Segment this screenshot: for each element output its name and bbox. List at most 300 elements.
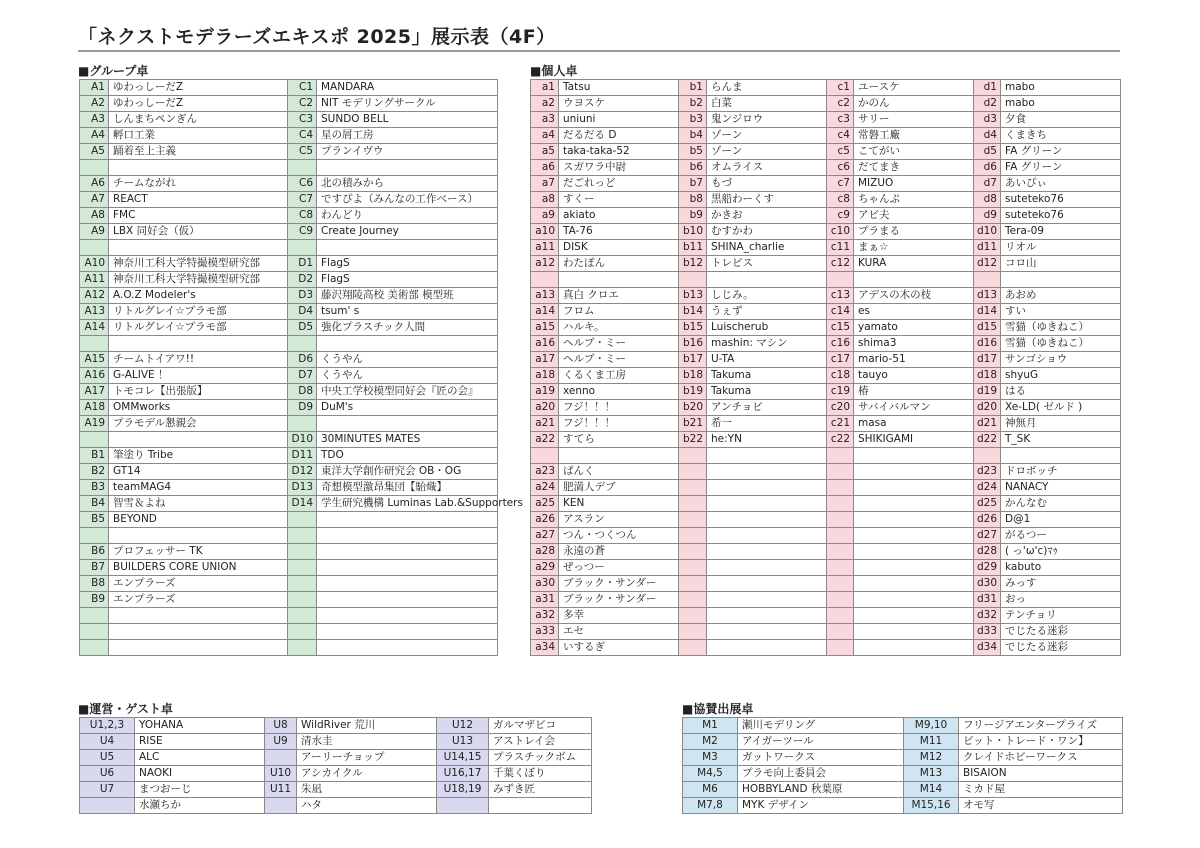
booth-code: d2 <box>974 96 1001 112</box>
exhibitor-name <box>707 528 827 544</box>
booth-code: c8 <box>827 192 854 208</box>
booth-code: d20 <box>974 400 1001 416</box>
exhibitor-name: アストレイ会 <box>489 734 592 750</box>
exhibitor-name: プラまる <box>854 224 974 240</box>
exhibitor-name <box>109 528 288 544</box>
booth-code <box>827 576 854 592</box>
booth-code: d4 <box>974 128 1001 144</box>
exhibitor-name: FlagS <box>317 272 498 288</box>
booth-code <box>288 576 317 592</box>
booth-code: M15,16 <box>904 798 959 814</box>
booth-code: b11 <box>679 240 707 256</box>
exhibitor-name: プランイヴウ <box>317 144 498 160</box>
booth-code: a15 <box>531 320 559 336</box>
exhibitor-name <box>707 272 827 288</box>
booth-code: B5 <box>80 512 109 528</box>
table-row <box>531 224 1121 240</box>
exhibitor-name: mario-51 <box>854 352 974 368</box>
booth-code <box>288 416 317 432</box>
exhibitor-name: プロフェッサー TK <box>109 544 288 560</box>
booth-code: A11 <box>80 272 109 288</box>
exhibitor-name: はる <box>1001 384 1121 400</box>
booth-code: a8 <box>531 192 559 208</box>
booth-code: A6 <box>80 176 109 192</box>
table-row <box>80 766 592 782</box>
exhibitor-name <box>707 544 827 560</box>
exhibitor-name <box>854 608 974 624</box>
table-row <box>80 272 498 288</box>
table-row <box>683 766 1123 782</box>
booth-code: a9 <box>531 208 559 224</box>
booth-code <box>827 496 854 512</box>
exhibitor-name: リトルグレイ☆プラモ部 <box>109 304 288 320</box>
booth-code: a7 <box>531 176 559 192</box>
table-row <box>531 192 1121 208</box>
sponsor-section-title: ■協賛出展卓 <box>682 702 754 716</box>
booth-code: D2 <box>288 272 317 288</box>
exhibitor-name <box>854 544 974 560</box>
exhibitor-name: かんなむ <box>1001 496 1121 512</box>
booth-code <box>288 160 317 176</box>
exhibitor-name: トモコレ【出張版】 <box>109 384 288 400</box>
exhibitor-name: でじたる迷彩 <box>1001 624 1121 640</box>
booth-code <box>265 798 297 814</box>
booth-code <box>827 448 854 464</box>
exhibitor-name: ですぴよ（みんなの工作ベース） <box>317 192 498 208</box>
booth-code: c21 <box>827 416 854 432</box>
exhibitor-name: プラスチックボム <box>489 750 592 766</box>
exhibitor-name: D@1 <box>1001 512 1121 528</box>
table-row <box>531 304 1121 320</box>
table-row <box>683 734 1123 750</box>
table-row <box>531 640 1121 656</box>
booth-code: C5 <box>288 144 317 160</box>
booth-code: D8 <box>288 384 317 400</box>
exhibitor-name: RISE <box>135 734 265 750</box>
exhibitor-name: くうやん <box>317 352 498 368</box>
table-row <box>531 432 1121 448</box>
booth-code: A19 <box>80 416 109 432</box>
exhibitor-name: すてら <box>559 432 679 448</box>
table-row <box>80 512 498 528</box>
booth-code: b18 <box>679 368 707 384</box>
booth-code: D1 <box>288 256 317 272</box>
booth-code: c14 <box>827 304 854 320</box>
table-row <box>531 320 1121 336</box>
booth-code <box>679 272 707 288</box>
exhibitor-name: FMC <box>109 208 288 224</box>
exhibitor-name: ゾーン <box>707 144 827 160</box>
booth-code: C6 <box>288 176 317 192</box>
exhibitor-name: 神奈川工科大学特撮模型研究部 <box>109 256 288 272</box>
exhibitor-name: うぇず <box>707 304 827 320</box>
exhibitor-name <box>109 160 288 176</box>
exhibitor-name: 東洋大学創作研究会 OB・OG <box>317 464 498 480</box>
booth-code <box>679 448 707 464</box>
exhibitor-name: 神奈川工科大学特撮模型研究部 <box>109 272 288 288</box>
table-row <box>531 608 1121 624</box>
exhibitor-name: ユースケ <box>854 80 974 96</box>
booth-code: c16 <box>827 336 854 352</box>
booth-code: a34 <box>531 640 559 656</box>
exhibitor-name <box>317 512 498 528</box>
booth-code: C2 <box>288 96 317 112</box>
booth-code <box>288 624 317 640</box>
exhibitor-name: xenno <box>559 384 679 400</box>
exhibitor-name: 真白 クロエ <box>559 288 679 304</box>
exhibitor-name: 希一 <box>707 416 827 432</box>
booth-code <box>827 608 854 624</box>
booth-code <box>288 608 317 624</box>
exhibitor-name <box>854 576 974 592</box>
booth-code <box>679 640 707 656</box>
booth-code: d26 <box>974 512 1001 528</box>
exhibitor-name <box>854 464 974 480</box>
booth-code: A1 <box>80 80 109 96</box>
booth-code: d15 <box>974 320 1001 336</box>
booth-code: a29 <box>531 560 559 576</box>
booth-code: d34 <box>974 640 1001 656</box>
exhibitor-name: ぜっつー <box>559 560 679 576</box>
exhibitor-name: プラモ向上委員会 <box>738 766 904 782</box>
booth-code: M2 <box>683 734 738 750</box>
exhibitor-name: ちゃんぷ <box>854 192 974 208</box>
booth-code: d28 <box>974 544 1001 560</box>
booth-code: D13 <box>288 480 317 496</box>
booth-code: A12 <box>80 288 109 304</box>
exhibitor-name: コロ山 <box>1001 256 1121 272</box>
booth-code <box>827 480 854 496</box>
exhibitor-name: KURA <box>854 256 974 272</box>
exhibitor-name <box>109 608 288 624</box>
exhibitor-name: 奇想模型激昂集団【駘熾】 <box>317 480 498 496</box>
exhibitor-name: しじみ。 <box>707 288 827 304</box>
table-row <box>80 432 498 448</box>
exhibitor-name: くまきち <box>1001 128 1121 144</box>
exhibitor-name: ビット・トレード・ワン】 <box>959 734 1123 750</box>
page-title: 「ネクストモデラーズエキスポ 2025」展示表（4F） <box>78 26 556 48</box>
booth-code: d31 <box>974 592 1001 608</box>
exhibitor-name: ゆわっしーだZ <box>109 80 288 96</box>
booth-code: A18 <box>80 400 109 416</box>
booth-code: d19 <box>974 384 1001 400</box>
booth-code: B4 <box>80 496 109 512</box>
sponsor-table <box>682 717 1123 814</box>
booth-code <box>80 336 109 352</box>
table-row <box>531 384 1121 400</box>
booth-code <box>80 798 135 814</box>
table-row <box>80 112 498 128</box>
booth-code <box>80 432 109 448</box>
booth-code: D4 <box>288 304 317 320</box>
exhibitor-name <box>854 592 974 608</box>
exhibitor-name: yamato <box>854 320 974 336</box>
exhibitor-name: Tera-09 <box>1001 224 1121 240</box>
exhibitor-name: ぱんく <box>559 464 679 480</box>
booth-code <box>827 512 854 528</box>
booth-code <box>80 640 109 656</box>
exhibitor-name <box>707 464 827 480</box>
exhibitor-name: 常磐工廠 <box>854 128 974 144</box>
exhibitor-name: FlagS <box>317 256 498 272</box>
booth-code <box>288 240 317 256</box>
exhibitor-name: フジ！！！ <box>559 416 679 432</box>
booth-code: M4,5 <box>683 766 738 782</box>
table-row <box>80 400 498 416</box>
table-row <box>80 208 498 224</box>
table-row <box>531 256 1121 272</box>
booth-code: b7 <box>679 176 707 192</box>
exhibitor-name: BISAION <box>959 766 1123 782</box>
exhibitor-name: らんま <box>707 80 827 96</box>
exhibitor-name: トレピス <box>707 256 827 272</box>
table-row <box>531 272 1121 288</box>
exhibitor-name: 星の屑工房 <box>317 128 498 144</box>
table-row <box>683 718 1123 734</box>
exhibitor-name: KEN <box>559 496 679 512</box>
booth-code: a12 <box>531 256 559 272</box>
booth-code: D9 <box>288 400 317 416</box>
booth-code: d17 <box>974 352 1001 368</box>
booth-code: a5 <box>531 144 559 160</box>
booth-code: M9,10 <box>904 718 959 734</box>
booth-code: U8 <box>265 718 297 734</box>
table-row <box>80 480 498 496</box>
exhibitor-name: Xe-LD( ゼルド ) <box>1001 400 1121 416</box>
exhibitor-name: かきお <box>707 208 827 224</box>
exhibitor-name: エンプラーズ <box>109 592 288 608</box>
booth-code <box>288 512 317 528</box>
exhibitor-name: tauyo <box>854 368 974 384</box>
exhibitor-name: 藤沢翔陵高校 美術部 模型班 <box>317 288 498 304</box>
exhibitor-name: A.O.Z Modeler's <box>109 288 288 304</box>
table-row <box>80 384 498 400</box>
booth-code: a17 <box>531 352 559 368</box>
exhibitor-name: G-ALIVE ！ <box>109 368 288 384</box>
table-row <box>531 240 1121 256</box>
booth-code: d27 <box>974 528 1001 544</box>
table-row <box>80 304 498 320</box>
exhibitor-name: リオル <box>1001 240 1121 256</box>
exhibitor-name: 永遠の蒼 <box>559 544 679 560</box>
booth-code: C3 <box>288 112 317 128</box>
exhibitor-name: mashin: マシン <box>707 336 827 352</box>
exhibitor-name: 学生研究機構 Luminas Lab.&Supporters <box>317 496 498 512</box>
exhibitor-name: まつおーじ <box>135 782 265 798</box>
exhibitor-name <box>1001 272 1121 288</box>
booth-code <box>827 592 854 608</box>
exhibitor-name: Create Journey <box>317 224 498 240</box>
exhibitor-name: すい <box>1001 304 1121 320</box>
booth-code: d16 <box>974 336 1001 352</box>
booth-code: U18,19 <box>437 782 489 798</box>
exhibitor-name: フリージアエンタープライズ <box>959 718 1123 734</box>
exhibitor-name: MYK デザイン <box>738 798 904 814</box>
booth-code: d29 <box>974 560 1001 576</box>
booth-code: a4 <box>531 128 559 144</box>
booth-code: D10 <box>288 432 317 448</box>
exhibitor-name <box>854 528 974 544</box>
booth-code: C8 <box>288 208 317 224</box>
exhibitor-name: 朱凪 <box>297 782 437 798</box>
exhibitor-name: 肥満人デブ <box>559 480 679 496</box>
exhibitor-name: akiato <box>559 208 679 224</box>
exhibitor-name: YOHANA <box>135 718 265 734</box>
booth-code: M1 <box>683 718 738 734</box>
booth-code <box>679 464 707 480</box>
table-row <box>531 560 1121 576</box>
booth-code: a21 <box>531 416 559 432</box>
exhibitor-name: MANDARA <box>317 80 498 96</box>
exhibitor-name <box>707 496 827 512</box>
booth-code <box>288 544 317 560</box>
table-row <box>80 288 498 304</box>
exhibitor-name: uniuni <box>559 112 679 128</box>
booth-code: A7 <box>80 192 109 208</box>
booth-code: a3 <box>531 112 559 128</box>
booth-code: A3 <box>80 112 109 128</box>
table-row <box>80 128 498 144</box>
booth-code: d22 <box>974 432 1001 448</box>
booth-code: U7 <box>80 782 135 798</box>
exhibitor-name: あおめ <box>1001 288 1121 304</box>
exhibitor-name: TA-76 <box>559 224 679 240</box>
exhibitor-name <box>317 160 498 176</box>
exhibitor-name: エンプラーズ <box>109 576 288 592</box>
booth-code: M11 <box>904 734 959 750</box>
table-row <box>80 192 498 208</box>
booth-code <box>827 560 854 576</box>
exhibitor-name: ウヨスケ <box>559 96 679 112</box>
booth-code <box>679 592 707 608</box>
exhibitor-name: T_SK <box>1001 432 1121 448</box>
exhibitor-name: アーリーチョップ <box>297 750 437 766</box>
booth-code: A17 <box>80 384 109 400</box>
exhibitor-name <box>854 496 974 512</box>
booth-code <box>974 272 1001 288</box>
exhibitor-name: テンチョリ <box>1001 608 1121 624</box>
exhibitor-name <box>109 432 288 448</box>
booth-code: c10 <box>827 224 854 240</box>
exhibitor-name: むすかわ <box>707 224 827 240</box>
booth-code: D5 <box>288 320 317 336</box>
exhibitor-name: オムライス <box>707 160 827 176</box>
booth-code: U12 <box>437 718 489 734</box>
table-row <box>531 144 1121 160</box>
exhibitor-name: サリー <box>854 112 974 128</box>
booth-code: b21 <box>679 416 707 432</box>
exhibitor-name <box>317 576 498 592</box>
exhibitor-name: アンチョビ <box>707 400 827 416</box>
booth-code: c4 <box>827 128 854 144</box>
exhibitor-name: es <box>854 304 974 320</box>
exhibitor-name: MIZUO <box>854 176 974 192</box>
personal-table <box>530 79 1121 656</box>
booth-code: d32 <box>974 608 1001 624</box>
exhibitor-name <box>317 624 498 640</box>
table-row <box>683 750 1123 766</box>
table-row <box>531 512 1121 528</box>
exhibitor-name: NANACY <box>1001 480 1121 496</box>
exhibitor-name: Luischerub <box>707 320 827 336</box>
table-row <box>80 496 498 512</box>
table-row <box>80 160 498 176</box>
booth-code: b15 <box>679 320 707 336</box>
group-section-title: ■グループ卓 <box>78 64 149 78</box>
booth-code: U14,15 <box>437 750 489 766</box>
exhibitor-name: プラモデル懇親会 <box>109 416 288 432</box>
exhibitor-name: スガワラ中尉 <box>559 160 679 176</box>
exhibitor-name: まぁ☆ <box>854 240 974 256</box>
booth-code: U13 <box>437 734 489 750</box>
booth-code: b4 <box>679 128 707 144</box>
exhibitor-name <box>707 640 827 656</box>
exhibitor-name: アデスの木の枝 <box>854 288 974 304</box>
exhibitor-name <box>317 528 498 544</box>
booth-code: a32 <box>531 608 559 624</box>
exhibitor-name <box>854 640 974 656</box>
exhibitor-name: だてまき <box>854 160 974 176</box>
exhibitor-name: ハルキ。 <box>559 320 679 336</box>
table-row <box>80 176 498 192</box>
booth-code <box>80 160 109 176</box>
exhibitor-name <box>317 640 498 656</box>
exhibitor-name: BEYOND <box>109 512 288 528</box>
exhibitor-name <box>707 592 827 608</box>
table-row <box>80 734 592 750</box>
booth-code: c19 <box>827 384 854 400</box>
exhibitor-name: ブラック・サンダー <box>559 576 679 592</box>
table-row <box>80 224 498 240</box>
booth-code: a16 <box>531 336 559 352</box>
booth-code: a22 <box>531 432 559 448</box>
table-row <box>531 368 1121 384</box>
exhibitor-name: ヘルプ・ミー <box>559 352 679 368</box>
booth-code: B6 <box>80 544 109 560</box>
booth-code <box>80 240 109 256</box>
exhibitor-name: くうやん <box>317 368 498 384</box>
exhibitor-name: エセ <box>559 624 679 640</box>
booth-code: d23 <box>974 464 1001 480</box>
booth-code: D11 <box>288 448 317 464</box>
exhibitor-name <box>317 416 498 432</box>
exhibitor-name: リトルグレイ☆プラモ部 <box>109 320 288 336</box>
booth-code: M3 <box>683 750 738 766</box>
booth-code: d8 <box>974 192 1001 208</box>
exhibitor-name: みっす <box>1001 576 1121 592</box>
booth-code: A10 <box>80 256 109 272</box>
table-row <box>531 352 1121 368</box>
exhibitor-name: オモ写 <box>959 798 1123 814</box>
booth-code: B7 <box>80 560 109 576</box>
table-row <box>80 464 498 480</box>
booth-code: a18 <box>531 368 559 384</box>
exhibitor-name: suteteko76 <box>1001 192 1121 208</box>
booth-code: D3 <box>288 288 317 304</box>
booth-code: b12 <box>679 256 707 272</box>
booth-code: c2 <box>827 96 854 112</box>
exhibitor-name <box>489 798 592 814</box>
exhibitor-name: 智雪＆よね <box>109 496 288 512</box>
exhibitor-name: 雪猫（ゆきねこ） <box>1001 320 1121 336</box>
booth-code: D6 <box>288 352 317 368</box>
table-row <box>80 608 498 624</box>
exhibitor-name: masa <box>854 416 974 432</box>
booth-code: b17 <box>679 352 707 368</box>
table-row <box>80 256 498 272</box>
exhibitor-name: HOBBYLAND 秋葉原 <box>738 782 904 798</box>
exhibitor-name: くるくま工房 <box>559 368 679 384</box>
